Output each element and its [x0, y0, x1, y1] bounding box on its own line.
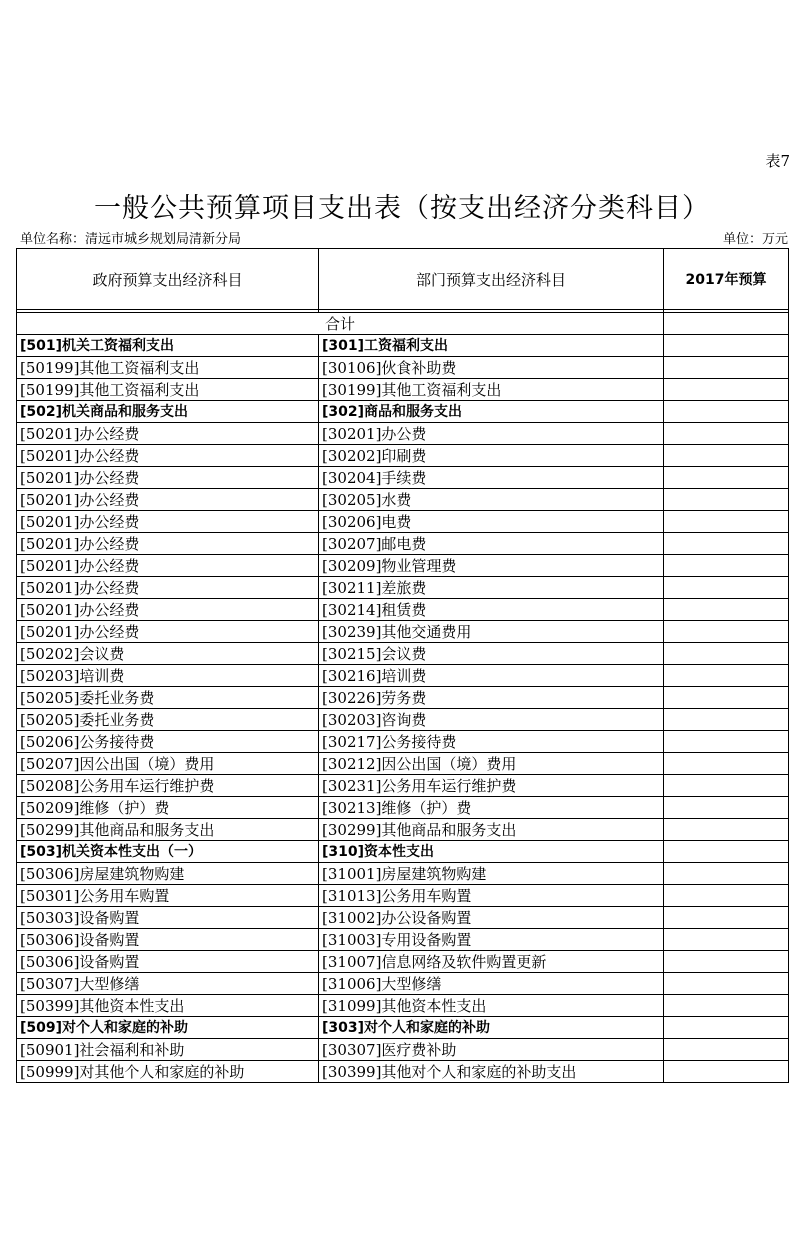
unit-name-label: 单位名称：清远市城乡规划局清新分局 [20, 232, 242, 247]
budget-value-cell [664, 841, 789, 863]
table-row [17, 907, 789, 929]
dept-subject-cell: [301]工资福利支出 [319, 335, 664, 357]
budget-value-cell [664, 1017, 789, 1039]
gov-subject-cell: [50209]维修（护）费 [17, 797, 319, 819]
dept-subject-cell: [30215]会议费 [319, 643, 664, 665]
budget-value-cell [664, 511, 789, 533]
dept-subject-cell: [30211]差旅费 [319, 577, 664, 599]
dept-subject-cell: [31007]信息网络及软件购置更新 [319, 951, 664, 973]
budget-value-cell [664, 489, 789, 511]
budget-value-cell [664, 401, 789, 423]
table-row [17, 709, 789, 731]
gov-subject-cell: [50201]办公经费 [17, 467, 319, 489]
budget-value-cell [664, 995, 789, 1017]
table-row [17, 555, 789, 577]
gov-subject-cell: [50201]办公经费 [17, 555, 319, 577]
table-row [17, 621, 789, 643]
table-row [17, 995, 789, 1017]
dept-subject-cell: [31006]大型修缮 [319, 973, 664, 995]
budget-value-cell [664, 775, 789, 797]
gov-subject-cell: [50201]办公经费 [17, 533, 319, 555]
budget-value-cell [664, 929, 789, 951]
table-row [17, 665, 789, 687]
budget-table [16, 248, 789, 1083]
table-row [17, 863, 789, 885]
dept-subject-cell: [31099]其他资本性支出 [319, 995, 664, 1017]
table-row [17, 489, 789, 511]
gov-subject-cell: [50201]办公经费 [17, 423, 319, 445]
gov-subject-cell: [50306]设备购置 [17, 929, 319, 951]
budget-value-cell [664, 687, 789, 709]
dept-subject-cell: [30199]其他工资福利支出 [319, 379, 664, 401]
category-row [17, 841, 789, 863]
dept-subject-cell: [30206]电费 [319, 511, 664, 533]
table-row [17, 445, 789, 467]
page-title: 一般公共预算项目支出表（按支出经济分类科目） [94, 193, 710, 224]
header-dept-subject: 部门预算支出经济科目 [319, 249, 664, 310]
gov-subject-cell: [50201]办公经费 [17, 599, 319, 621]
budget-value-cell [664, 357, 789, 379]
table-row [17, 1039, 789, 1061]
total-label: 合计 [17, 313, 664, 335]
table-row [17, 643, 789, 665]
dept-subject-cell: [30216]培训费 [319, 665, 664, 687]
table-row [17, 753, 789, 775]
budget-value-cell [664, 621, 789, 643]
dept-subject-cell: [31001]房屋建筑物购建 [319, 863, 664, 885]
dept-subject-cell: [30231]公务用车运行维护费 [319, 775, 664, 797]
table-row [17, 577, 789, 599]
gov-subject-cell: [50306]设备购置 [17, 951, 319, 973]
table-row [17, 423, 789, 445]
table-row [17, 533, 789, 555]
gov-subject-cell: [502]机关商品和服务支出 [17, 401, 319, 423]
gov-subject-cell: [50201]办公经费 [17, 577, 319, 599]
table-header-row [17, 249, 789, 310]
gov-subject-cell: [50199]其他工资福利支出 [17, 379, 319, 401]
category-row [17, 1017, 789, 1039]
table-row [17, 511, 789, 533]
dept-subject-cell: [30202]印刷费 [319, 445, 664, 467]
budget-value-cell [664, 863, 789, 885]
category-row [17, 335, 789, 357]
budget-value-cell [664, 423, 789, 445]
gov-subject-cell: [50201]办公经费 [17, 445, 319, 467]
gov-subject-cell: [50399]其他资本性支出 [17, 995, 319, 1017]
budget-value-cell [664, 643, 789, 665]
header-gov-subject: 政府预算支出经济科目 [17, 249, 319, 310]
gov-subject-cell: [50205]委托业务费 [17, 687, 319, 709]
gov-subject-cell: [50201]办公经费 [17, 511, 319, 533]
table-row [17, 797, 789, 819]
budget-value-cell [664, 665, 789, 687]
gov-subject-cell: [509]对个人和家庭的补助 [17, 1017, 319, 1039]
dept-subject-cell: [30299]其他商品和服务支出 [319, 819, 664, 841]
gov-subject-cell: [50306]房屋建筑物购建 [17, 863, 319, 885]
table-row [17, 929, 789, 951]
budget-value-cell [664, 555, 789, 577]
table-row [17, 819, 789, 841]
budget-value-cell [664, 731, 789, 753]
gov-subject-cell: [50303]设备购置 [17, 907, 319, 929]
budget-value-cell [664, 467, 789, 489]
dept-subject-cell: [30213]维修（护）费 [319, 797, 664, 819]
gov-subject-cell: [50301]公务用车购置 [17, 885, 319, 907]
table-row [17, 885, 789, 907]
gov-subject-cell: [50207]因公出国（境）费用 [17, 753, 319, 775]
gov-subject-cell: [50203]培训费 [17, 665, 319, 687]
table-row [17, 973, 789, 995]
budget-value-cell [664, 951, 789, 973]
dept-subject-cell: [30106]伙食补助费 [319, 357, 664, 379]
table-row [17, 951, 789, 973]
dept-subject-cell: [30307]医疗费补助 [319, 1039, 664, 1061]
table-row [17, 599, 789, 621]
dept-subject-cell: [30212]因公出国（境）费用 [319, 753, 664, 775]
budget-value-cell [664, 1039, 789, 1061]
gov-subject-cell: [50201]办公经费 [17, 621, 319, 643]
gov-subject-cell: [50307]大型修缮 [17, 973, 319, 995]
dept-subject-cell: [31002]办公设备购置 [319, 907, 664, 929]
currency-unit-label: 单位：万元 [722, 232, 788, 247]
table-body [17, 310, 789, 1083]
budget-value-cell [664, 379, 789, 401]
dept-subject-cell: [310]资本性支出 [319, 841, 664, 863]
gov-subject-cell: [50202]会议费 [17, 643, 319, 665]
total-row [17, 313, 789, 335]
dept-subject-cell: [30217]公务接待费 [319, 731, 664, 753]
dept-subject-cell: [30201]办公费 [319, 423, 664, 445]
gov-subject-cell: [50205]委托业务费 [17, 709, 319, 731]
dept-subject-cell: [31013]公务用车购置 [319, 885, 664, 907]
table-number: 表7 [765, 152, 790, 170]
category-row [17, 401, 789, 423]
gov-subject-cell: [50199]其他工资福利支出 [17, 357, 319, 379]
gov-subject-cell: [50901]社会福利和补助 [17, 1039, 319, 1061]
table-row [17, 379, 789, 401]
table-row [17, 357, 789, 379]
budget-value-cell [664, 599, 789, 621]
budget-value-cell [664, 753, 789, 775]
table-row [17, 1061, 789, 1083]
dept-subject-cell: [30203]咨询费 [319, 709, 664, 731]
dept-subject-cell: [30207]邮电费 [319, 533, 664, 555]
gov-subject-cell: [50201]办公经费 [17, 489, 319, 511]
table-row [17, 467, 789, 489]
dept-subject-cell: [31003]专用设备购置 [319, 929, 664, 951]
budget-value-cell [664, 907, 789, 929]
gov-subject-cell: [50206]公务接待费 [17, 731, 319, 753]
dept-subject-cell: [30239]其他交通费用 [319, 621, 664, 643]
dept-subject-cell: [302]商品和服务支出 [319, 401, 664, 423]
dept-subject-cell: [303]对个人和家庭的补助 [319, 1017, 664, 1039]
budget-value-cell [664, 885, 789, 907]
dept-subject-cell: [30399]其他对个人和家庭的补助支出 [319, 1061, 664, 1083]
dept-subject-cell: [30209]物业管理费 [319, 555, 664, 577]
table-row [17, 775, 789, 797]
budget-value-cell [664, 533, 789, 555]
header-budget-year: 2017年预算 [664, 249, 789, 310]
budget-value-cell [664, 445, 789, 467]
budget-value-cell [664, 973, 789, 995]
gov-subject-cell: [501]机关工资福利支出 [17, 335, 319, 357]
budget-value-cell [664, 335, 789, 357]
gov-subject-cell: [50999]对其他个人和家庭的补助 [17, 1061, 319, 1083]
budget-value-cell [664, 1061, 789, 1083]
gov-subject-cell: [50299]其他商品和服务支出 [17, 819, 319, 841]
budget-value-cell [664, 709, 789, 731]
dept-subject-cell: [30226]劳务费 [319, 687, 664, 709]
dept-subject-cell: [30205]水费 [319, 489, 664, 511]
gov-subject-cell: [503]机关资本性支出（一） [17, 841, 319, 863]
dept-subject-cell: [30214]租赁费 [319, 599, 664, 621]
table-row [17, 731, 789, 753]
budget-value-cell [664, 797, 789, 819]
gov-subject-cell: [50208]公务用车运行维护费 [17, 775, 319, 797]
budget-value-cell [664, 819, 789, 841]
budget-value-cell [664, 577, 789, 599]
total-value [664, 313, 789, 335]
dept-subject-cell: [30204]手续费 [319, 467, 664, 489]
table-row [17, 687, 789, 709]
